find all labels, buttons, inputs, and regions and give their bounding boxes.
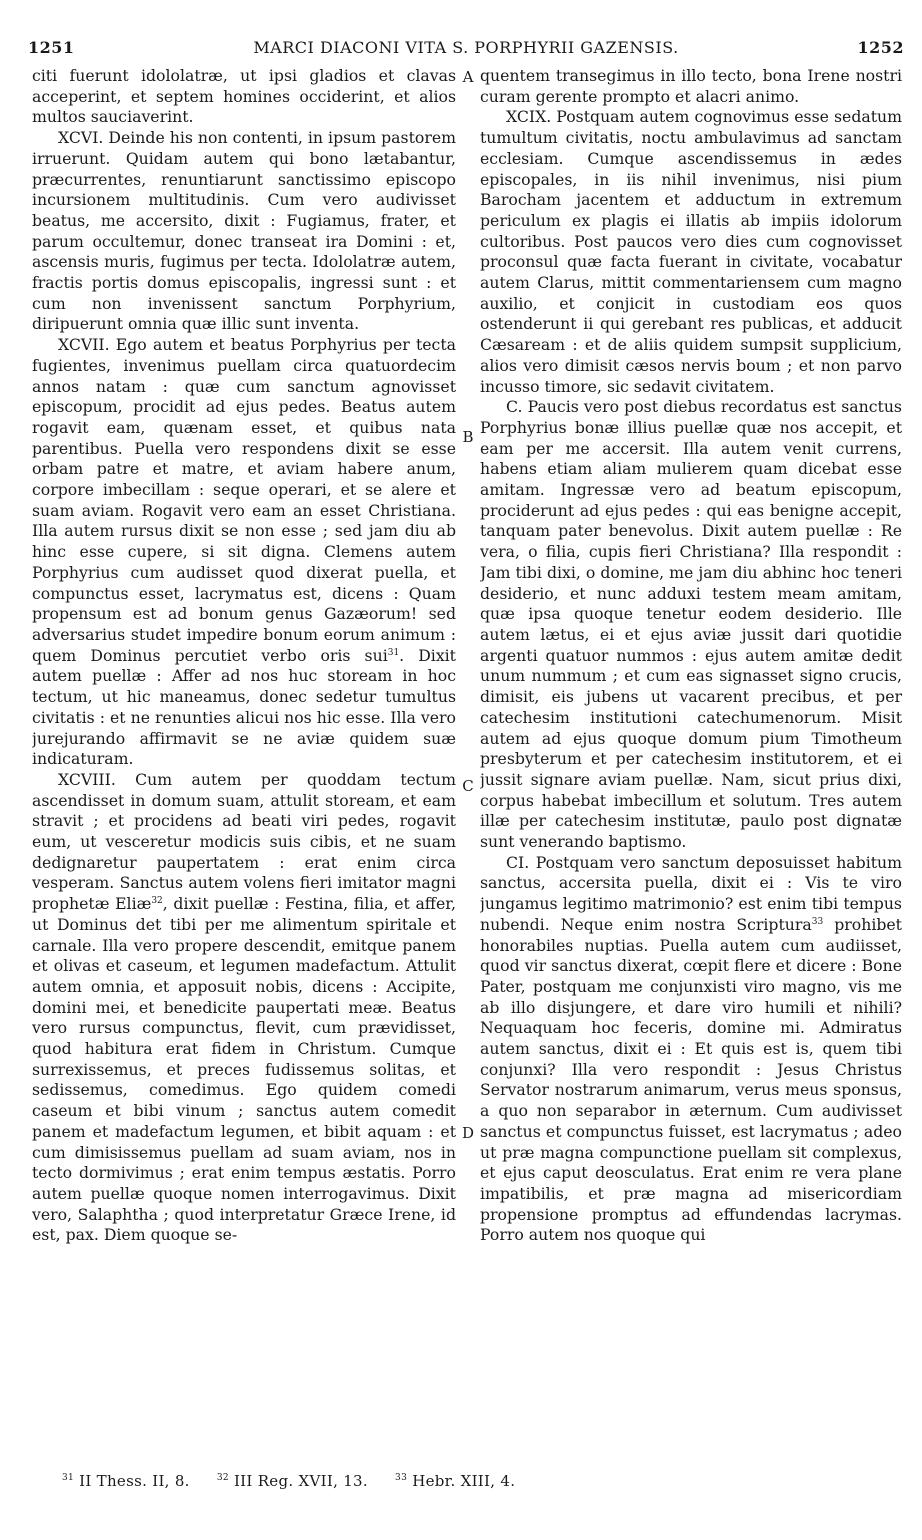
paragraph-continued: citi fuerunt idololatræ, ut ipsi gladios et clavas acceperint, et septem homines occiderint, et alios multos sauciaverint. — [32, 66, 456, 127]
margin-marker-d: D — [461, 1124, 475, 1142]
footnote: $^{33}$ Hebr. XIII, 4. — [395, 1472, 516, 1490]
footnote-ref-31: 31 — [387, 647, 400, 658]
right-column — [480, 66, 902, 1456]
margin-marker-a: A — [462, 68, 474, 86]
footnote: $^{31}$ II Thess. II, 8. — [62, 1472, 190, 1490]
running-title: MARCI DIACONI VITA S. PORPHYRII GAZENSIS. — [253, 38, 679, 57]
footnote: $^{32}$ III Reg. XVII, 13. — [216, 1472, 368, 1490]
margin-marker-b: B — [462, 428, 474, 446]
paragraph-xcvii: XCVII. Ego autem et beatus Porphyrius per tecta fugientes, invenimus puellam circa quatuordecim annos natam : quæ cum sanctum agnovisset episcopum, procidit ad ejus pedes. Beatus autem rogavit eam, quænam esset, et quibus nata parentibus. Puella vero respondens dixit se esse orbam patre et matre, et aviam habere anum, corpore imbecillam : seque operari, et se alere et suam aviam. Rogavit vero eam an esset Christiana. Illa autem rursus dixit se non esse ; sed jam diu ab hinc esse cupere, si sit digna. Clemens autem Porphyrius cum audisset quod dixerat puella, et compunctus esset, lacrymatus est, dicens : Quam propensum est ad bonum genus Gazæorum! sed adversarius studet impedire bonum eorum animum : quem Dominus percutiet verbo oris sui$^{31}$. Dixit autem puellæ : Affer ad nos huc stoream in hoc tectum, ut hic maneamus, donec sedetur tumultus civitatis : et ne renunties alicui nos hic esse. Illa vero jurejurando affirmavit se ne aviæ quidem suæ indicaturam. — [32, 335, 456, 769]
footnote-ref-33: 33 — [811, 916, 824, 927]
paragraph-xcviii: XCVIII. Cum autem per quoddam tectum ascendisset in domum suam, attulit stoream, et eam stravit ; et procidens ad beati viri pedes, rogavit eum, ut vesceretur modicis suis cibis, et ne suam dedignaretur paupertatem : erat enim circa vesperam. Sanctus autem volens fieri imitator magni prophetæ Eliæ$^{32}$, dixit puellæ : Festina, filia, et affer, ut Dominus det tibi per me alimentum spiritale et carnale. Illa vero propere descendit, emitque panem et olivas et caseum, et legumen madefactum. Attulit autem omnia, et apposuit nobis, dicens : Accipite, domini mei, et benedicite paupertati meæ. Beatus vero rursus compunctus, flevit, cum prævidisset, quod habitura erat fidem in Christum. Cumque surrexissemus, et preces fudissemus solitas, et sedissemus, comedimus. Ego quidem comedi caseum et bibi vinum ; sanctus autem comedit panem et madefactum legumen, et bibit aquam : et cum dimisissemus puellam ad suam aviam, nos in tecto dormivimus ; erat enim tempus æstatis. Porro autem puellæ quoque nomen interrogavimus. Dixit vero, Salaphtha ; quod interpretatur Græce Irene, id est, pax. Diem quoque se- — [32, 769, 456, 1245]
paragraph-ci: CI. Postquam vero sanctum deposuisset habitum sanctus, accersita puella, dixit ei : Vis te viro jungamus legitimo matrimonio? est enim tibi tempus nubendi. Neque enim nostra Scriptura$^{33}$ prohibet honorabiles nuptias. Puella autem cum audiisset, quod vir sanctus dixerat, cœpit flere et dicere : Bone Pater, postquam me conjunxisti viro magno, vis me ab illo disjungere, et dare viro humili et nihili? Nequaquam hoc feceris, domine mi. Admiratus autem sanctus, dixit ei : Et quis est is, quem tibi conjunxi? Illa vero respondit : Jesus Christus Servator nostrarum animarum, verus meus sponsus, a quo non separabor in æternum. Cum audivisset sanctus et compunctus fuisset, est lacrymatus ; adeo ut præ magna compunctione puellam sit complexus, et ejus caput deosculatus. Erat enim re vera plane impatibilis, et præ magna ad misericordiam propensione promptus ad effundendas lacrymas. Porro autem nos quoque qui — [480, 852, 902, 1245]
left-column — [32, 66, 456, 1456]
margin-marker-c: C — [462, 777, 474, 795]
paragraph-continued-right: quentem transegimus in illo tecto, bona Irene nostri curam gerente prompto et alacri animo. — [480, 66, 902, 106]
paragraph-xcvi: XCVI. Deinde his non contenti, in ipsum pastorem irruerunt. Quidam autem qui bono lætabantur, præcurrentes, renuntiarunt sanctissimo episcopo incursionem multitudinis. Cum vero audivisset beatus, me accersito, dixit : Fugiamus, frater, et parum occultemur, donec transeat ira Domini : et, ascensis muris, fugimus per tecta. Idololatræ autem, fractis portis domus episcopalis, ingressi sunt : et cum non invenissent sanctum Porphyrium, diripuerunt omnia quæ illic sunt inventa. — [32, 128, 456, 334]
paragraph-c: C. Paucis vero post diebus recordatus est sanctus Porphyrius bonæ illius puellæ quæ nos accepit, et eam per me accersit. Illa autem venit currens, habens etiam aliam mulierem quam dicebat esse amitam. Ingressæ vero ad beatum episcopum, prociderunt ad ejus pedes : qui eas benigne accepit, tanquam pater benevolus. Dixit autem puellæ : Re vera, o filia, cupis fieri Christiana? Illa respondit : Jam tibi dixi, o domine, me jam diu abhinc hoc teneri desiderio, et nunc adduxi testem meam amitam, quæ ipsa quoque tenetur eodem desiderio. Ille autem lætus, ei et ejus aviæ jussit dari quotidie argenti quatuor nummos : ejus autem amitæ dedit unum nummum ; et cum eas signasset signo crucis, dimisit, eis jubens ut vacarent precibus, et per catechesim institutioni catechumenorum. Misit autem ad ejus quoque domum pium Timotheum presbyterum et per catechesim institutorem, et ei jussit signare aviam puellæ. Nam, sicut prius dixi, corpus habebat imbecillum et solutum. Tres autem illæ per catechesim institutæ, paulo post dignatæ sunt venerando baptismo. — [480, 397, 902, 852]
page-number-right: 1252 — [857, 38, 904, 57]
page-header — [28, 38, 904, 60]
footnotes — [62, 1472, 902, 1490]
footnote-ref-32: 32 — [151, 895, 163, 906]
paragraph-xcix: XCIX. Postquam autem cognovimus esse sedatum tumultum civitatis, noctu ambulavimus ad sanctam ecclesiam. Cumque ascendissemus in ædes episcopales, in iis nihil invenimus, nisi pium Barocham jacentem et adductum in extremum periculum ex plagis ei illatis ab impiis idolorum cultoribus. Post paucos vero dies cum cognovisset proconsul quæ facta fuerant in civitate, vocabatur autem Clarus, mittit commentariensem cum magno auxilio, et conjicit in custodiam eos quos ostenderunt ii qui gerebant res publicas, et adducit Cæsaream : et de aliis quidem sumpsit supplicium, alios vero dimisit cæsos nervis boum ; et non parvo incusso timore, sic sedavit civitatem. — [480, 107, 902, 396]
page-number-left: 1251 — [28, 38, 75, 57]
